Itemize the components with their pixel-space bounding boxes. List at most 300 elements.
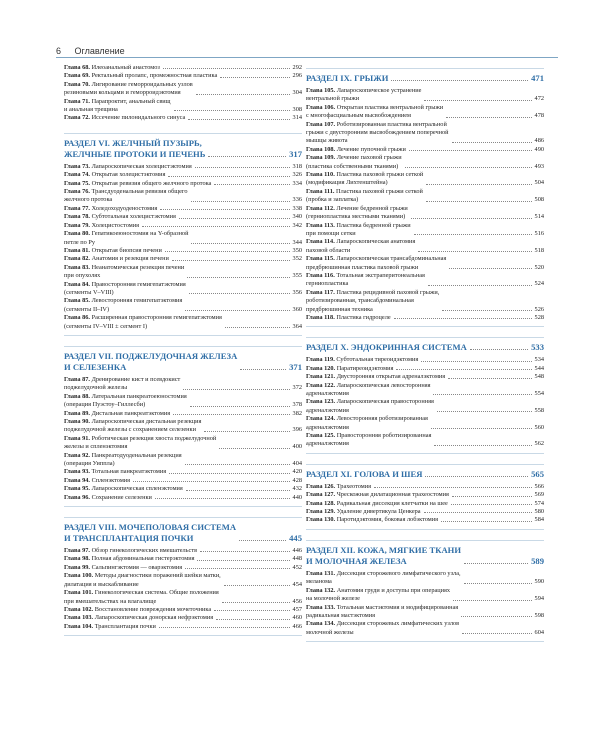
dot-leader bbox=[434, 445, 531, 446]
section-heading[interactable] bbox=[64, 351, 302, 373]
chapter-page-number: 420 bbox=[292, 468, 302, 476]
chapter-text bbox=[64, 264, 184, 281]
chapter-label: Глава 130. bbox=[306, 516, 336, 524]
chapter-title: Холецистостомия bbox=[91, 221, 139, 229]
toc-entry[interactable] bbox=[64, 213, 302, 221]
chapter-text bbox=[64, 494, 152, 502]
toc-entry[interactable] bbox=[64, 255, 302, 263]
chapter-page-number: 342 bbox=[292, 221, 302, 229]
section-title: РАЗДЕЛ VII. ПОДЖЕЛУДОЧНАЯ ЖЕЛЕЗА И СЕЛЕЗЕНКА bbox=[64, 350, 238, 372]
toc-entry[interactable] bbox=[306, 314, 544, 322]
chapter-title: Методы диагностики поражений шейки матки, дилатация и выскабливание bbox=[64, 572, 221, 588]
chapter-label: Глава 79. bbox=[64, 221, 90, 229]
chapter-title: Открытая пластика вентральной грыжи с многофасциальным высвобождением bbox=[306, 103, 444, 120]
chapter-label: Глава 91. bbox=[64, 434, 90, 442]
toc-entry[interactable] bbox=[64, 555, 302, 563]
chapter-title: Лечение паховой грыжи (пластика собственными тканями) bbox=[306, 154, 402, 170]
dot-leader bbox=[190, 406, 290, 407]
dot-leader bbox=[191, 243, 289, 244]
page-number: 6 bbox=[56, 46, 62, 56]
toc-entry[interactable] bbox=[64, 547, 302, 555]
chapter-title: Лапароскопическая донорская нефрэктомия bbox=[94, 614, 214, 622]
chapter-label: Глава 72. bbox=[64, 114, 90, 122]
toc-entry[interactable] bbox=[64, 589, 302, 606]
header-rule bbox=[56, 57, 558, 58]
toc-entry[interactable] bbox=[306, 483, 544, 491]
dot-leader bbox=[169, 473, 289, 474]
chapter-text bbox=[306, 255, 446, 272]
chapter-text bbox=[64, 180, 211, 188]
toc-entry[interactable] bbox=[306, 104, 544, 121]
section-page-number: 371 bbox=[289, 361, 302, 372]
chapter-page-number: 518 bbox=[534, 246, 544, 254]
chapter-label: Глава 98. bbox=[64, 555, 90, 563]
dot-leader bbox=[449, 268, 531, 269]
chapter-page-number: 356 bbox=[292, 288, 302, 296]
toc-entry[interactable] bbox=[64, 477, 302, 485]
dot-leader bbox=[426, 184, 531, 185]
dot-leader bbox=[219, 448, 289, 449]
dot-leader bbox=[208, 156, 286, 157]
toc-entry[interactable] bbox=[306, 238, 544, 255]
chapter-text bbox=[64, 297, 182, 314]
toc-entry[interactable] bbox=[64, 452, 302, 469]
chapter-label: Глава 131. bbox=[306, 569, 336, 577]
chapter-text bbox=[64, 205, 157, 213]
toc-section bbox=[306, 540, 544, 642]
chapter-page-number: 446 bbox=[292, 547, 302, 555]
chapter-label: Глава 96. bbox=[64, 493, 90, 501]
toc-entry[interactable] bbox=[64, 81, 302, 98]
chapter-text bbox=[306, 508, 421, 516]
dot-leader bbox=[448, 378, 531, 379]
dot-leader bbox=[159, 627, 290, 628]
chapter-label: Глава 134. bbox=[306, 620, 336, 628]
chapter-text bbox=[64, 547, 197, 555]
chapter-text bbox=[306, 171, 423, 188]
chapter-page-number: 534 bbox=[534, 356, 544, 364]
chapter-title: Диссекция сторожевых лимфатических узлов молочной железы bbox=[306, 620, 460, 636]
chapter-page-number: 594 bbox=[534, 595, 544, 603]
dot-leader bbox=[168, 176, 289, 177]
chapter-label: Глава 70. bbox=[64, 80, 90, 88]
chapter-page-number: 508 bbox=[534, 196, 544, 204]
toc-entry[interactable] bbox=[306, 500, 544, 508]
toc-entry[interactable] bbox=[306, 154, 544, 171]
chapter-label: Глава 127. bbox=[306, 491, 336, 499]
chapter-text bbox=[306, 356, 418, 364]
chapter-label: Глава 124. bbox=[306, 415, 336, 423]
dot-leader bbox=[431, 428, 532, 429]
chapter-label: Глава 99. bbox=[64, 563, 90, 571]
chapter-text bbox=[306, 483, 371, 491]
chapter-label: Глава 132. bbox=[306, 586, 336, 594]
toc-entry[interactable] bbox=[306, 121, 544, 146]
toc-entry[interactable] bbox=[306, 289, 544, 314]
chapter-label: Глава 89. bbox=[64, 409, 90, 417]
chapter-title: Дренирование кист и псевдокист поджелудочной железы bbox=[64, 375, 181, 392]
chapter-page-number: 396 bbox=[292, 426, 302, 434]
dot-leader bbox=[160, 209, 289, 210]
chapter-page-number: 355 bbox=[292, 272, 302, 280]
chapter-title: Обзор гинекологических вмешательств bbox=[91, 547, 198, 555]
chapter-text bbox=[64, 477, 130, 485]
toc-entry[interactable] bbox=[306, 146, 544, 154]
chapter-title: Субтотальная тиреоидэктомия bbox=[336, 356, 419, 364]
chapter-title: Пластика рецидивной паховой грыжи, роботизированная, трансабдоминальная предбрюшинная техника bbox=[306, 288, 440, 313]
chapter-label: Глава 86. bbox=[64, 314, 90, 322]
chapter-label: Глава 110. bbox=[306, 171, 335, 179]
toc-entry[interactable] bbox=[64, 468, 302, 476]
chapter-page-number: 493 bbox=[534, 162, 544, 170]
section-title: РАЗДЕЛ X. ЭНДОКРИННАЯ СИСТЕМА bbox=[306, 342, 467, 353]
toc-entry[interactable] bbox=[306, 516, 544, 524]
toc-section bbox=[64, 346, 302, 507]
chapter-page-number: 574 bbox=[534, 499, 544, 507]
chapter-page-number: 548 bbox=[534, 373, 544, 381]
toc-entry[interactable] bbox=[64, 72, 302, 80]
dot-leader bbox=[200, 551, 289, 552]
chapter-label: Глава 111. bbox=[306, 187, 335, 195]
chapter-title: Левосторонняя гемигепатэктомия (сегменты II–IV) bbox=[64, 297, 183, 313]
chapter-text bbox=[306, 121, 449, 146]
chapter-text bbox=[306, 365, 393, 373]
toc-entry[interactable] bbox=[306, 570, 544, 587]
chapter-label: Глава 112. bbox=[306, 204, 335, 212]
chapter-text bbox=[64, 163, 192, 171]
chapter-label: Глава 116. bbox=[306, 271, 335, 279]
chapter-label: Глава 78. bbox=[64, 213, 90, 221]
toc-entry[interactable] bbox=[64, 614, 302, 622]
chapter-title: Правосторонняя роботизированная адреналэктомия bbox=[306, 432, 432, 448]
chapter-label: Глава 82. bbox=[64, 255, 90, 263]
chapter-page-number: 308 bbox=[292, 106, 302, 114]
chapter-label: Глава 71. bbox=[64, 97, 90, 105]
chapter-page-number: 352 bbox=[292, 255, 302, 263]
chapter-title: Лапароскопическая трансабдоминальная предбрюшинная пластика паховой грыжи bbox=[306, 255, 447, 271]
dot-leader bbox=[414, 234, 532, 235]
chapter-title: Левосторонняя роботизированная адреналэктомия bbox=[306, 415, 428, 431]
chapter-label: Глава 73. bbox=[64, 162, 90, 170]
chapter-page-number: 504 bbox=[534, 179, 544, 187]
section-title: РАЗДЕЛ VI. ЖЕЛЧНЫЙ ПУЗЫРЬ, ЖЕЛЧНЫЕ ПРОТОКИ И ПЕЧЕНЬ bbox=[64, 137, 206, 159]
chapter-label: Глава 87. bbox=[64, 375, 90, 383]
chapter-title: Панкреатодуоденальная резекция (операция Уиппла) bbox=[64, 451, 182, 468]
toc-entry[interactable] bbox=[306, 87, 544, 104]
chapter-page-number: 486 bbox=[534, 137, 544, 145]
chapter-text bbox=[306, 491, 449, 499]
chapter-page-number: 569 bbox=[534, 491, 544, 499]
chapter-text bbox=[64, 589, 219, 606]
dot-leader bbox=[426, 201, 532, 202]
toc-entry[interactable] bbox=[64, 264, 302, 281]
chapter-label: Глава 106. bbox=[306, 103, 336, 111]
section-page-number: 589 bbox=[531, 555, 544, 566]
chapter-label: Глава 95. bbox=[64, 485, 90, 493]
chapter-page-number: 590 bbox=[534, 578, 544, 586]
toc-entry[interactable] bbox=[306, 365, 544, 373]
chapter-text bbox=[306, 587, 450, 604]
chapter-text bbox=[64, 255, 169, 263]
chapter-page-number: 340 bbox=[292, 213, 302, 221]
chapter-text bbox=[64, 418, 201, 435]
chapter-label: Глава 90. bbox=[64, 418, 90, 425]
chapter-title: Диссекция сторожевого лимфатического узла, меланома bbox=[306, 569, 461, 586]
chapter-page-number: 338 bbox=[292, 204, 302, 212]
chapter-label: Глава 115. bbox=[306, 255, 335, 263]
toc-entry[interactable] bbox=[306, 373, 544, 381]
dot-leader bbox=[453, 600, 531, 601]
chapter-page-number: 584 bbox=[534, 516, 544, 524]
toc-entry[interactable] bbox=[64, 163, 302, 171]
toc-entry[interactable] bbox=[306, 382, 544, 399]
section-heading[interactable] bbox=[64, 138, 302, 160]
dot-leader bbox=[394, 318, 532, 319]
dot-leader bbox=[441, 521, 532, 522]
chapter-text bbox=[306, 415, 428, 432]
chapter-page-number: 452 bbox=[292, 563, 302, 571]
chapter-title: Сальпингэктомия — оварэктомия bbox=[91, 563, 183, 571]
dot-leader bbox=[433, 394, 531, 395]
toc-entry[interactable] bbox=[306, 188, 544, 205]
chapter-text bbox=[306, 146, 406, 154]
toc-entry[interactable] bbox=[306, 604, 544, 621]
dot-leader bbox=[186, 490, 290, 491]
toc-section bbox=[64, 64, 302, 123]
chapter-page-number: 344 bbox=[292, 238, 302, 246]
section-page-number: 471 bbox=[531, 73, 544, 83]
chapter-label: Глава 119. bbox=[306, 356, 335, 364]
dot-leader bbox=[191, 201, 290, 202]
chapter-title: Трансплантация почки bbox=[94, 622, 156, 630]
toc-entry[interactable] bbox=[64, 247, 302, 255]
toc-entry[interactable] bbox=[306, 398, 544, 415]
chapter-title: Восстановление повреждения мочеточника bbox=[94, 605, 212, 613]
chapter-label: Глава 84. bbox=[64, 280, 90, 288]
chapter-label: Глава 114. bbox=[306, 238, 335, 246]
toc-entry[interactable] bbox=[64, 418, 302, 435]
dot-leader bbox=[214, 610, 289, 611]
toc-entry[interactable] bbox=[306, 171, 544, 188]
dot-leader bbox=[185, 568, 289, 569]
chapter-title: Радикальная диссекция клетчатки на шее bbox=[336, 499, 448, 507]
chapter-title: Лапароскопическая дистальная резекция поджелудочной железы с сохранением селезенки bbox=[64, 418, 202, 434]
chapter-label: Глава 88. bbox=[64, 392, 90, 400]
toc-entry[interactable] bbox=[64, 171, 302, 179]
section-heading[interactable] bbox=[306, 469, 544, 480]
chapter-text bbox=[306, 500, 448, 508]
chapter-title: Лечение бедренной грыжи (герниопластика местными тканями) bbox=[306, 204, 408, 221]
toc-entry[interactable] bbox=[64, 494, 302, 502]
section-heading[interactable] bbox=[306, 73, 544, 84]
toc-entry[interactable] bbox=[306, 415, 544, 432]
chapter-text bbox=[306, 516, 438, 524]
toc-entry[interactable] bbox=[306, 356, 544, 364]
dot-leader bbox=[424, 512, 532, 513]
dot-leader bbox=[418, 251, 531, 252]
toc-entry[interactable] bbox=[306, 222, 544, 239]
toc-entry[interactable] bbox=[64, 98, 302, 115]
chapter-text bbox=[64, 393, 187, 410]
toc-entry[interactable] bbox=[64, 376, 302, 393]
chapter-text bbox=[306, 87, 421, 104]
chapter-label: Глава 74. bbox=[64, 171, 90, 179]
chapter-title: Открытая биопсия печени bbox=[91, 246, 162, 254]
chapter-title: Паротидэктомия, боковая лобэктомия bbox=[336, 516, 439, 524]
chapter-label: Глава 108. bbox=[306, 145, 336, 153]
dot-leader bbox=[446, 117, 531, 118]
chapter-text bbox=[64, 452, 182, 469]
toc-entry[interactable] bbox=[306, 432, 544, 449]
toc-section bbox=[306, 464, 544, 530]
dot-leader bbox=[437, 411, 532, 412]
toc-entry[interactable] bbox=[306, 491, 544, 499]
chapter-text bbox=[64, 64, 160, 72]
toc-entry[interactable] bbox=[306, 205, 544, 222]
chapter-page-number: 304 bbox=[292, 89, 302, 97]
dot-leader bbox=[222, 602, 290, 603]
toc-entry[interactable] bbox=[306, 272, 544, 289]
dot-leader bbox=[220, 77, 289, 78]
chapter-page-number: 544 bbox=[534, 364, 544, 372]
chapter-label: Глава 76. bbox=[64, 188, 90, 196]
toc-entry[interactable] bbox=[64, 64, 302, 72]
chapter-page-number: 580 bbox=[534, 508, 544, 516]
toc-entry[interactable] bbox=[64, 180, 302, 188]
chapter-page-number: 457 bbox=[292, 605, 302, 613]
toc-section bbox=[64, 133, 302, 336]
toc-left-column bbox=[64, 64, 302, 646]
chapter-title: Полная абдоминальная гистерэктомия bbox=[91, 555, 195, 563]
chapter-text bbox=[306, 104, 443, 121]
dot-leader bbox=[214, 184, 289, 185]
dot-leader bbox=[464, 583, 532, 584]
toc-entry[interactable] bbox=[64, 435, 302, 452]
chapter-text bbox=[64, 72, 217, 80]
chapter-title: Гепатикоеюностомия на Y-образной петле по Ру bbox=[64, 230, 189, 246]
chapter-label: Глава 121. bbox=[306, 373, 336, 381]
chapter-title: Открытая холецистэктомия bbox=[91, 171, 166, 179]
dot-leader bbox=[155, 498, 290, 499]
chapter-page-number: 478 bbox=[534, 112, 544, 120]
chapter-label: Глава 93. bbox=[64, 468, 90, 476]
dot-leader bbox=[197, 560, 289, 561]
chapter-page-number: 378 bbox=[292, 401, 302, 409]
toc-entry[interactable] bbox=[306, 620, 544, 637]
dot-leader bbox=[424, 100, 531, 101]
toc-entry[interactable] bbox=[64, 393, 302, 410]
toc-entry[interactable] bbox=[64, 314, 302, 331]
chapter-text bbox=[64, 171, 165, 179]
toc-entry[interactable] bbox=[64, 572, 302, 589]
chapter-label: Глава 129. bbox=[306, 508, 336, 516]
chapter-text bbox=[64, 281, 186, 298]
chapter-page-number: 526 bbox=[534, 305, 544, 313]
toc-entry[interactable] bbox=[64, 623, 302, 631]
toc-entry[interactable] bbox=[64, 230, 302, 247]
chapter-title: Пластика гидроцеле bbox=[336, 313, 391, 321]
toc-section bbox=[64, 517, 302, 636]
chapter-label: Глава 68. bbox=[64, 64, 90, 71]
toc-entry[interactable] bbox=[64, 281, 302, 298]
chapter-text bbox=[306, 398, 434, 415]
chapter-page-number: 334 bbox=[292, 179, 302, 187]
dot-leader bbox=[421, 361, 531, 362]
dot-leader bbox=[374, 487, 531, 488]
dot-leader bbox=[188, 119, 289, 120]
chapter-text bbox=[306, 289, 439, 314]
section-heading[interactable] bbox=[64, 522, 302, 544]
section-title: РАЗДЕЛ IX. ГРЫЖИ bbox=[306, 73, 389, 83]
dot-leader bbox=[173, 414, 289, 415]
chapter-label: Глава 120. bbox=[306, 364, 336, 372]
dot-leader bbox=[224, 585, 290, 586]
section-heading[interactable] bbox=[306, 545, 544, 567]
toc-entry[interactable] bbox=[64, 485, 302, 493]
dot-leader bbox=[428, 285, 532, 286]
chapter-text bbox=[64, 606, 211, 614]
chapter-title: Открытая ревизия общего желчного протока bbox=[91, 179, 212, 187]
dot-leader bbox=[464, 563, 528, 564]
toc-entry[interactable] bbox=[306, 508, 544, 516]
chapter-text bbox=[306, 238, 415, 255]
chapter-title: Роботическая резекция хвоста поджелудочной железы и спленэктомия bbox=[64, 434, 217, 451]
section-heading[interactable] bbox=[306, 342, 544, 353]
chapter-title: Тотальная панкреатэктомия bbox=[91, 468, 167, 476]
dot-leader bbox=[216, 619, 289, 620]
toc-entry[interactable] bbox=[64, 205, 302, 213]
section-page-number: 565 bbox=[531, 468, 544, 479]
dot-leader bbox=[196, 94, 290, 95]
toc-entry[interactable] bbox=[64, 114, 302, 122]
toc-entry[interactable] bbox=[64, 297, 302, 314]
chapter-label: Глава 125. bbox=[306, 432, 336, 440]
chapter-label: Глава 102. bbox=[64, 605, 94, 613]
dot-leader bbox=[183, 389, 289, 390]
toc-entry[interactable] bbox=[64, 410, 302, 418]
chapter-title: Лапароскопическая левосторонняя адреналэктомия bbox=[306, 381, 431, 397]
chapter-title: Двусторонняя открытая адреналэктомия bbox=[336, 373, 446, 381]
chapter-page-number: 350 bbox=[292, 246, 302, 254]
toc-entry[interactable] bbox=[64, 222, 302, 230]
chapter-title: Удаление дивертикула Ценкера bbox=[336, 508, 421, 516]
page-header bbox=[56, 44, 558, 58]
dot-leader bbox=[442, 310, 531, 311]
section-title: РАЗДЕЛ XII. КОЖА, МЯГКИЕ ТКАНИ И МОЛОЧНАЯ ЖЕЛЕЗА bbox=[306, 544, 462, 566]
toc-entry[interactable] bbox=[64, 188, 302, 205]
chapter-label: Глава 133. bbox=[306, 603, 336, 611]
toc-entry[interactable] bbox=[306, 587, 544, 604]
chapter-label: Глава 103. bbox=[64, 614, 94, 622]
toc-entry[interactable] bbox=[64, 564, 302, 572]
chapter-page-number: 454 bbox=[292, 580, 302, 588]
chapter-title: Анатомия и резекция печени bbox=[91, 255, 169, 263]
chapter-title: Чрескожная дилатационная трахеостомия bbox=[336, 491, 449, 499]
chapter-title: Лапароскопическая правосторонняя адреналэктомия bbox=[306, 398, 434, 414]
toc-entry[interactable] bbox=[306, 255, 544, 272]
dot-leader bbox=[452, 496, 532, 497]
section-title: РАЗДЕЛ VIII. МОЧЕПОЛОВАЯ СИСТЕМА И ТРАНСПЛАНТАЦИЯ ПОЧКИ bbox=[64, 522, 237, 544]
chapter-title: Неанатомическая резекция печени при опухолях bbox=[64, 263, 185, 280]
chapter-text bbox=[64, 314, 222, 331]
dot-leader bbox=[391, 80, 528, 81]
dot-leader bbox=[452, 142, 532, 143]
chapter-text bbox=[64, 376, 180, 393]
page-title: Оглавление bbox=[74, 46, 125, 56]
toc-entry[interactable] bbox=[64, 606, 302, 614]
chapter-label: Глава 118. bbox=[306, 313, 335, 321]
chapter-text bbox=[306, 570, 461, 587]
